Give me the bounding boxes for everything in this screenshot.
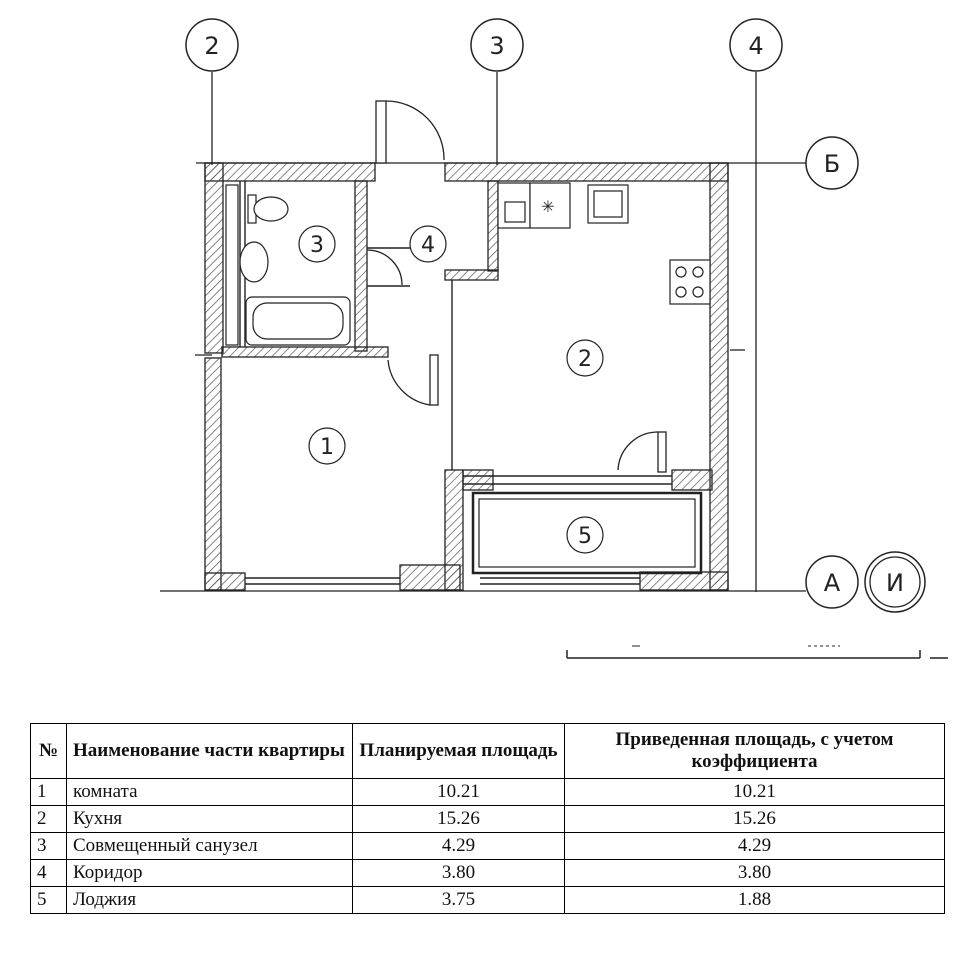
cell-num: 1	[31, 779, 67, 806]
axis-bubble-a	[806, 556, 858, 608]
room-number-4: 4	[421, 233, 435, 258]
cropped-fragment	[567, 646, 948, 658]
room-label-5	[567, 517, 603, 553]
doors	[367, 101, 666, 472]
kitchen-fixtures	[498, 183, 710, 304]
room-label-2	[567, 340, 603, 376]
header-num: №	[31, 724, 67, 779]
room-number-1: 1	[320, 435, 334, 460]
axis-label-b: Б	[823, 150, 841, 178]
cell-name: Совмещенный санузел	[67, 833, 353, 860]
table-row	[31, 887, 945, 914]
table-row	[31, 860, 945, 887]
kitchen-asterisk-icon: ✳	[541, 199, 555, 216]
axis-bubble-2	[186, 19, 238, 71]
axis-label-3: 3	[489, 32, 505, 60]
cell-planned: 4.29	[353, 833, 565, 860]
axis-bubble-i	[865, 552, 925, 612]
walls	[205, 163, 728, 590]
area-table	[30, 723, 945, 914]
table-row	[31, 779, 945, 806]
room-label-1	[309, 428, 345, 464]
table-row	[31, 833, 945, 860]
toilet-icon	[254, 197, 288, 221]
cell-planned: 3.75	[353, 887, 565, 914]
sink-icon	[240, 242, 268, 282]
room-number-5: 5	[578, 524, 592, 549]
axis-label-4: 4	[748, 32, 764, 60]
room-label-3	[299, 226, 335, 262]
cell-num: 5	[31, 887, 67, 914]
header-reduced: Приведенная площадь, с учетом коэффициента	[565, 724, 945, 779]
cell-name: Кухня	[67, 806, 353, 833]
room-label-4	[410, 226, 446, 262]
cell-reduced: 4.29	[565, 833, 945, 860]
room-number-2: 2	[578, 347, 592, 372]
axis-label-i: И	[886, 569, 904, 597]
cell-planned: 3.80	[353, 860, 565, 887]
stove-icon	[670, 260, 710, 304]
axis-bubble-4	[730, 19, 782, 71]
table-row	[31, 806, 945, 833]
cell-num: 2	[31, 806, 67, 833]
cell-name: комната	[67, 779, 353, 806]
cell-num: 3	[31, 833, 67, 860]
cell-reduced: 3.80	[565, 860, 945, 887]
axis-label-2: 2	[204, 32, 220, 60]
cell-reduced: 15.26	[565, 806, 945, 833]
cell-name: Коридор	[67, 860, 353, 887]
header-name: Наименование части квартиры	[67, 724, 353, 779]
cell-reduced: 1.88	[565, 887, 945, 914]
cell-num: 4	[31, 860, 67, 887]
cell-name: Лоджия	[67, 887, 353, 914]
axis-label-a: А	[823, 569, 841, 597]
table-header-row	[31, 724, 945, 779]
header-planned: Планируемая площадь	[353, 724, 565, 779]
cell-planned: 10.21	[353, 779, 565, 806]
cell-reduced: 10.21	[565, 779, 945, 806]
cell-planned: 15.26	[353, 806, 565, 833]
axis-bubble-3	[471, 19, 523, 71]
axis-bubble-b	[806, 137, 858, 189]
room-number-3: 3	[310, 233, 324, 258]
